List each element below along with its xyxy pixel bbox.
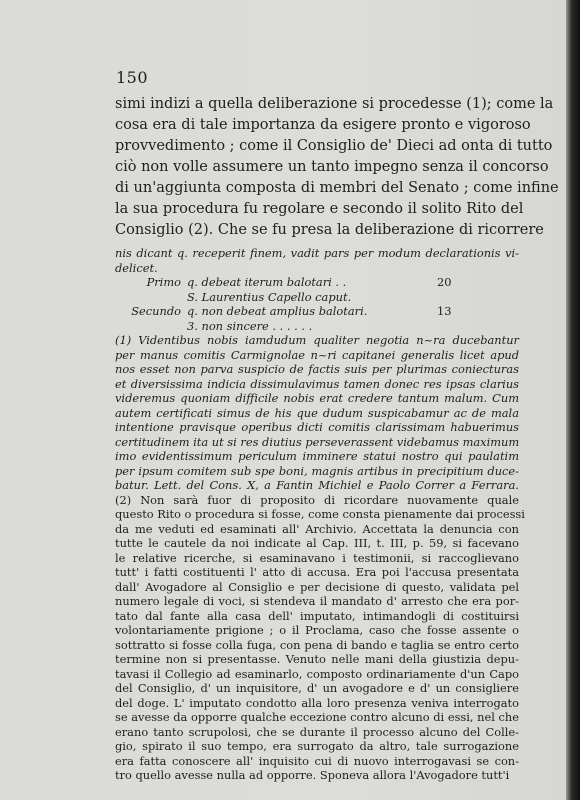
footnote-1 <box>115 333 519 493</box>
footnote-line: imo evidentissimum periculum imminere statui nostro qui paulatim <box>115 449 519 463</box>
vote-row <box>115 290 519 305</box>
footnote-line: tavasi il Collegio ad esaminarlo, composto ordinariamente d'un Capo <box>115 666 519 681</box>
footnote-line: tutte le cautele da noi indicate al Cap. III, t. III, p. 59, si facevano <box>115 536 519 550</box>
footnote-line: tro quello avesse nulla ad opporre. Sponeva allora l'Avogadore tutt'i <box>115 768 510 782</box>
vote-row <box>115 319 519 334</box>
vote-label <box>115 319 187 334</box>
footnote-line: autem certificati simus de his que dudum suspicabamur ac de mala <box>115 405 519 420</box>
vote-text: S. Laurentius Capello caput. <box>187 289 352 304</box>
footnote-2 <box>115 492 525 783</box>
footnote-line: questo Rito o procedura si fosse, come consta pienamente dai processi <box>115 507 525 521</box>
footnote-line: del Consiglio, d' un inquisitore, d' un avogadore e d' un consigliere <box>115 681 519 695</box>
main-line: la sua procedura fu regolare e secondo il solito Rito del <box>115 201 524 217</box>
vote-label: Primo <box>146 275 181 289</box>
vote-row <box>115 304 519 319</box>
note-intro-line: nis dicant q. receperit finem, vadit pars per modum declarationis vi- <box>115 246 519 260</box>
main-line: provvedimento ; come il Consiglio de' Dieci ad onta di tutto <box>115 138 553 154</box>
footnote-line: erano tanto scrupolosi, che se durante il processo alcuno del Colle- <box>115 724 519 739</box>
vote-table <box>115 275 519 333</box>
main-line: Consiglio (2). Che se fu presa la deliberazione di ricorrere <box>115 222 544 238</box>
vote-label: Secundo <box>131 304 181 318</box>
vote-text: 3. non sincere . . . . . . <box>187 318 313 333</box>
vote-count <box>437 290 477 305</box>
footnote-line: gio, spirato il suo tempo, era surrogato da altro, tale surrogazione <box>115 739 519 753</box>
vote-text: q. non debeat amplius balotari. <box>187 304 368 318</box>
footnote-line: (2) Non sarà fuor di proposito di ricordare nuovamente quale <box>115 492 519 507</box>
book-spine-shadow <box>566 0 580 800</box>
footnote-line: del doge. L' imputato condotto alla loro presenza veniva interrogato <box>115 695 519 710</box>
footnote-line: termine non si presentasse. Venuto nelle mani della giustizia depu- <box>115 652 519 666</box>
main-line: ciò non volle assumere un tanto impegno senza il concorso <box>115 159 549 175</box>
vote-text: q. debeat iterum balotari . . <box>187 275 347 289</box>
footnote-line: da me veduti ed esaminati all' Archivio. Accettata la denuncia con <box>115 521 519 536</box>
page-number: 150 <box>116 68 149 87</box>
note-intro-line: delicet. <box>115 260 158 275</box>
footnote-line: per manus comitis Carmignolae n~ri capitanei generalis licet apud <box>115 347 519 362</box>
footnote-line: numero legale di voci, si stendeva il mandato d' arresto che era por- <box>115 594 519 608</box>
footnote-line: era fatta conoscere all' inquisito cui di nuovo interrogavasi se con- <box>115 753 519 768</box>
vote-label <box>115 290 187 305</box>
vote-count <box>437 319 477 334</box>
vote-count: 20 <box>437 275 452 289</box>
main-line: cosa era di tale importanza da esigere pronto e vigoroso <box>115 117 531 133</box>
footnote-line: nos esset non parva suspicio de factis suis per plurimas coniecturas <box>115 362 519 376</box>
footnote-line: tutt' i fatti costituenti l' atto di accusa. Era poi l'accusa presentata <box>115 565 519 579</box>
footnote-line: tato dal fante alla casa dell' imputato, intimandogli di costituirsi <box>115 608 519 623</box>
footnote-line: intentione pravisque operibus dicti comitis clarissimam habuerimus <box>115 420 519 434</box>
footnote-line: certitudinem ita ut si res diutius perseverassent videbamus maximum <box>115 434 520 449</box>
footnote-line: (1) Videntibus nobis iamdudum qualiter negotia n~ra ducebantur <box>115 333 519 347</box>
vote-row <box>115 275 519 290</box>
footnote-line: sottratto si fosse colla fuga, con pena di bando e taglia se entro certo <box>115 637 519 652</box>
main-line: simi indizi a quella deliberazione si procedesse (1); come la <box>115 96 554 112</box>
footnote-line: le relative ricerche, si esaminavano i testimonii, si raccoglievano <box>115 550 519 565</box>
footnote-line: se avesse da opporre qualche eccezione contro alcuno di essi, nel che <box>115 710 519 724</box>
footnote-line: batur. Lett. del Cons. X, a Fantin Michiel e Paolo Correr a Ferrara. <box>115 478 519 492</box>
footnote-line: dall' Avogadore al Consiglio e per decisione di questo, validata pel <box>115 579 519 594</box>
footnotes <box>115 246 525 783</box>
footnote-line: videremus quoniam difficile nobis erat credere tantum malum. Cum <box>115 391 519 405</box>
vote-count: 13 <box>437 304 452 318</box>
footnote-line: volontariamente prigione ; o il Proclama, caso che fosse assente o <box>115 623 519 637</box>
footnote-line: per ipsum comitem sub spe boni, magnis artibus in precipitium duce- <box>115 463 519 478</box>
main-text <box>115 94 559 241</box>
footnote-line: et diversissima indicia dissimulavimus tamen donec res ipsas clarius <box>115 376 519 391</box>
main-line: di un'aggiunta composta di membri del Senato ; come infine <box>115 180 559 196</box>
